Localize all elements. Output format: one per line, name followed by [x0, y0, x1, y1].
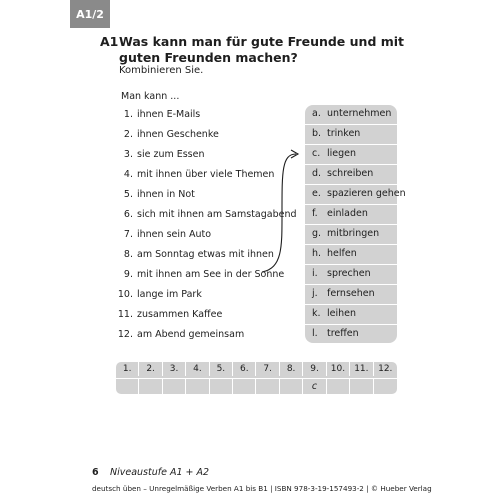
item-letter: l.: [312, 328, 318, 339]
answer-header: 7.: [256, 362, 279, 376]
answer-header: 1.: [116, 362, 139, 376]
answer-cell[interactable]: [139, 378, 162, 394]
answer-cell[interactable]: [116, 378, 139, 394]
item-letter: f.: [312, 208, 318, 219]
item-letter: c.: [312, 148, 321, 159]
answer-header: 5.: [210, 362, 233, 376]
answer-cell[interactable]: [350, 378, 373, 394]
answer-cell[interactable]: [163, 378, 186, 394]
item-number: 9.: [123, 269, 133, 280]
item-letter: d.: [312, 168, 322, 179]
answer-cell[interactable]: [280, 378, 303, 394]
item-letter: a.: [312, 108, 321, 119]
exercise-title: Was kann man für gute Freunde und mit guten Freunden machen?: [119, 34, 405, 65]
item-text: fernsehen: [327, 288, 375, 299]
level-label: Niveaustufe A1 + A2: [110, 467, 210, 478]
item-text: ihnen in Not: [137, 189, 195, 200]
answer-header: 10.: [327, 362, 350, 376]
item-letter: k.: [312, 308, 321, 319]
item-number: 1.: [123, 109, 133, 120]
item-text: ihnen sein Auto: [137, 229, 212, 240]
item-letter: b.: [312, 128, 322, 139]
answer-header: 4.: [186, 362, 209, 376]
item-text: lange im Park: [137, 289, 202, 300]
answer-cell[interactable]: c: [303, 378, 326, 394]
item-text: zusammen Kaffee: [137, 309, 223, 320]
item-number: 12.: [117, 329, 133, 340]
item-number: 10.: [117, 289, 133, 300]
item-text: leihen: [327, 308, 357, 319]
item-number: 7.: [123, 229, 133, 240]
sentence-lead: Man kann ...: [121, 91, 180, 102]
item-text: trinken: [327, 128, 361, 139]
item-letter: i.: [312, 268, 318, 279]
answer-header: 6.: [233, 362, 256, 376]
item-letter: j.: [312, 288, 318, 299]
answer-cell[interactable]: [374, 378, 397, 394]
item-text: sich mit ihnen am Samstagabend: [137, 209, 297, 220]
item-number: 2.: [123, 129, 133, 140]
item-text: mit ihnen am See in der Sonne: [137, 269, 285, 280]
item-number: 4.: [123, 169, 133, 180]
item-text: mit ihnen über viele Themen: [137, 169, 275, 180]
answer-header: 9.: [303, 362, 326, 376]
answer-header: 11.: [350, 362, 373, 376]
item-number: 8.: [123, 249, 133, 260]
item-letter: h.: [312, 248, 322, 259]
answer-header: 8.: [280, 362, 303, 376]
item-letter: g.: [312, 228, 322, 239]
item-text: unternehmen: [327, 108, 392, 119]
item-text: treffen: [327, 328, 359, 339]
answer-cell[interactable]: [327, 378, 350, 394]
item-text: einladen: [327, 208, 368, 219]
answer-cell[interactable]: [186, 378, 209, 394]
answer-cell[interactable]: [233, 378, 256, 394]
answer-cell[interactable]: [256, 378, 279, 394]
item-text: ihnen E-Mails: [137, 109, 201, 120]
item-text: sie zum Essen: [137, 149, 205, 160]
item-number: 6.: [123, 209, 133, 220]
page-number: 6: [92, 467, 99, 478]
item-text: am Sonntag etwas mit ihnen: [137, 249, 274, 260]
page-tag: A1/2: [70, 0, 110, 28]
item-number: 11.: [117, 309, 133, 320]
answer-header: 3.: [163, 362, 186, 376]
exercise-number: A1: [100, 34, 119, 49]
item-number: 3.: [123, 149, 133, 160]
answer-header: 12.: [378, 364, 393, 374]
item-letter: e.: [312, 188, 321, 199]
answer-table: [116, 362, 397, 394]
item-text: schreiben: [327, 168, 374, 179]
item-text: spazieren gehen: [327, 188, 406, 199]
exercise-instruction: Kombinieren Sie.: [119, 65, 204, 76]
item-number: 5.: [123, 189, 133, 200]
answer-cell[interactable]: [210, 378, 233, 394]
item-text: mitbringen: [327, 228, 380, 239]
item-text: sprechen: [327, 268, 371, 279]
answer-header: 2.: [139, 362, 162, 376]
footer-credits: deutsch üben – Unregelmäßige Verben A1 bis B1 | ISBN 978-3-19-157493-2 | © Hueber Verlag: [92, 484, 432, 493]
item-text: ihnen Geschenke: [137, 129, 219, 140]
item-text: liegen: [327, 148, 357, 159]
item-text: helfen: [327, 248, 357, 259]
item-text: am Abend gemeinsam: [137, 329, 245, 340]
connector-line: [262, 154, 296, 272]
